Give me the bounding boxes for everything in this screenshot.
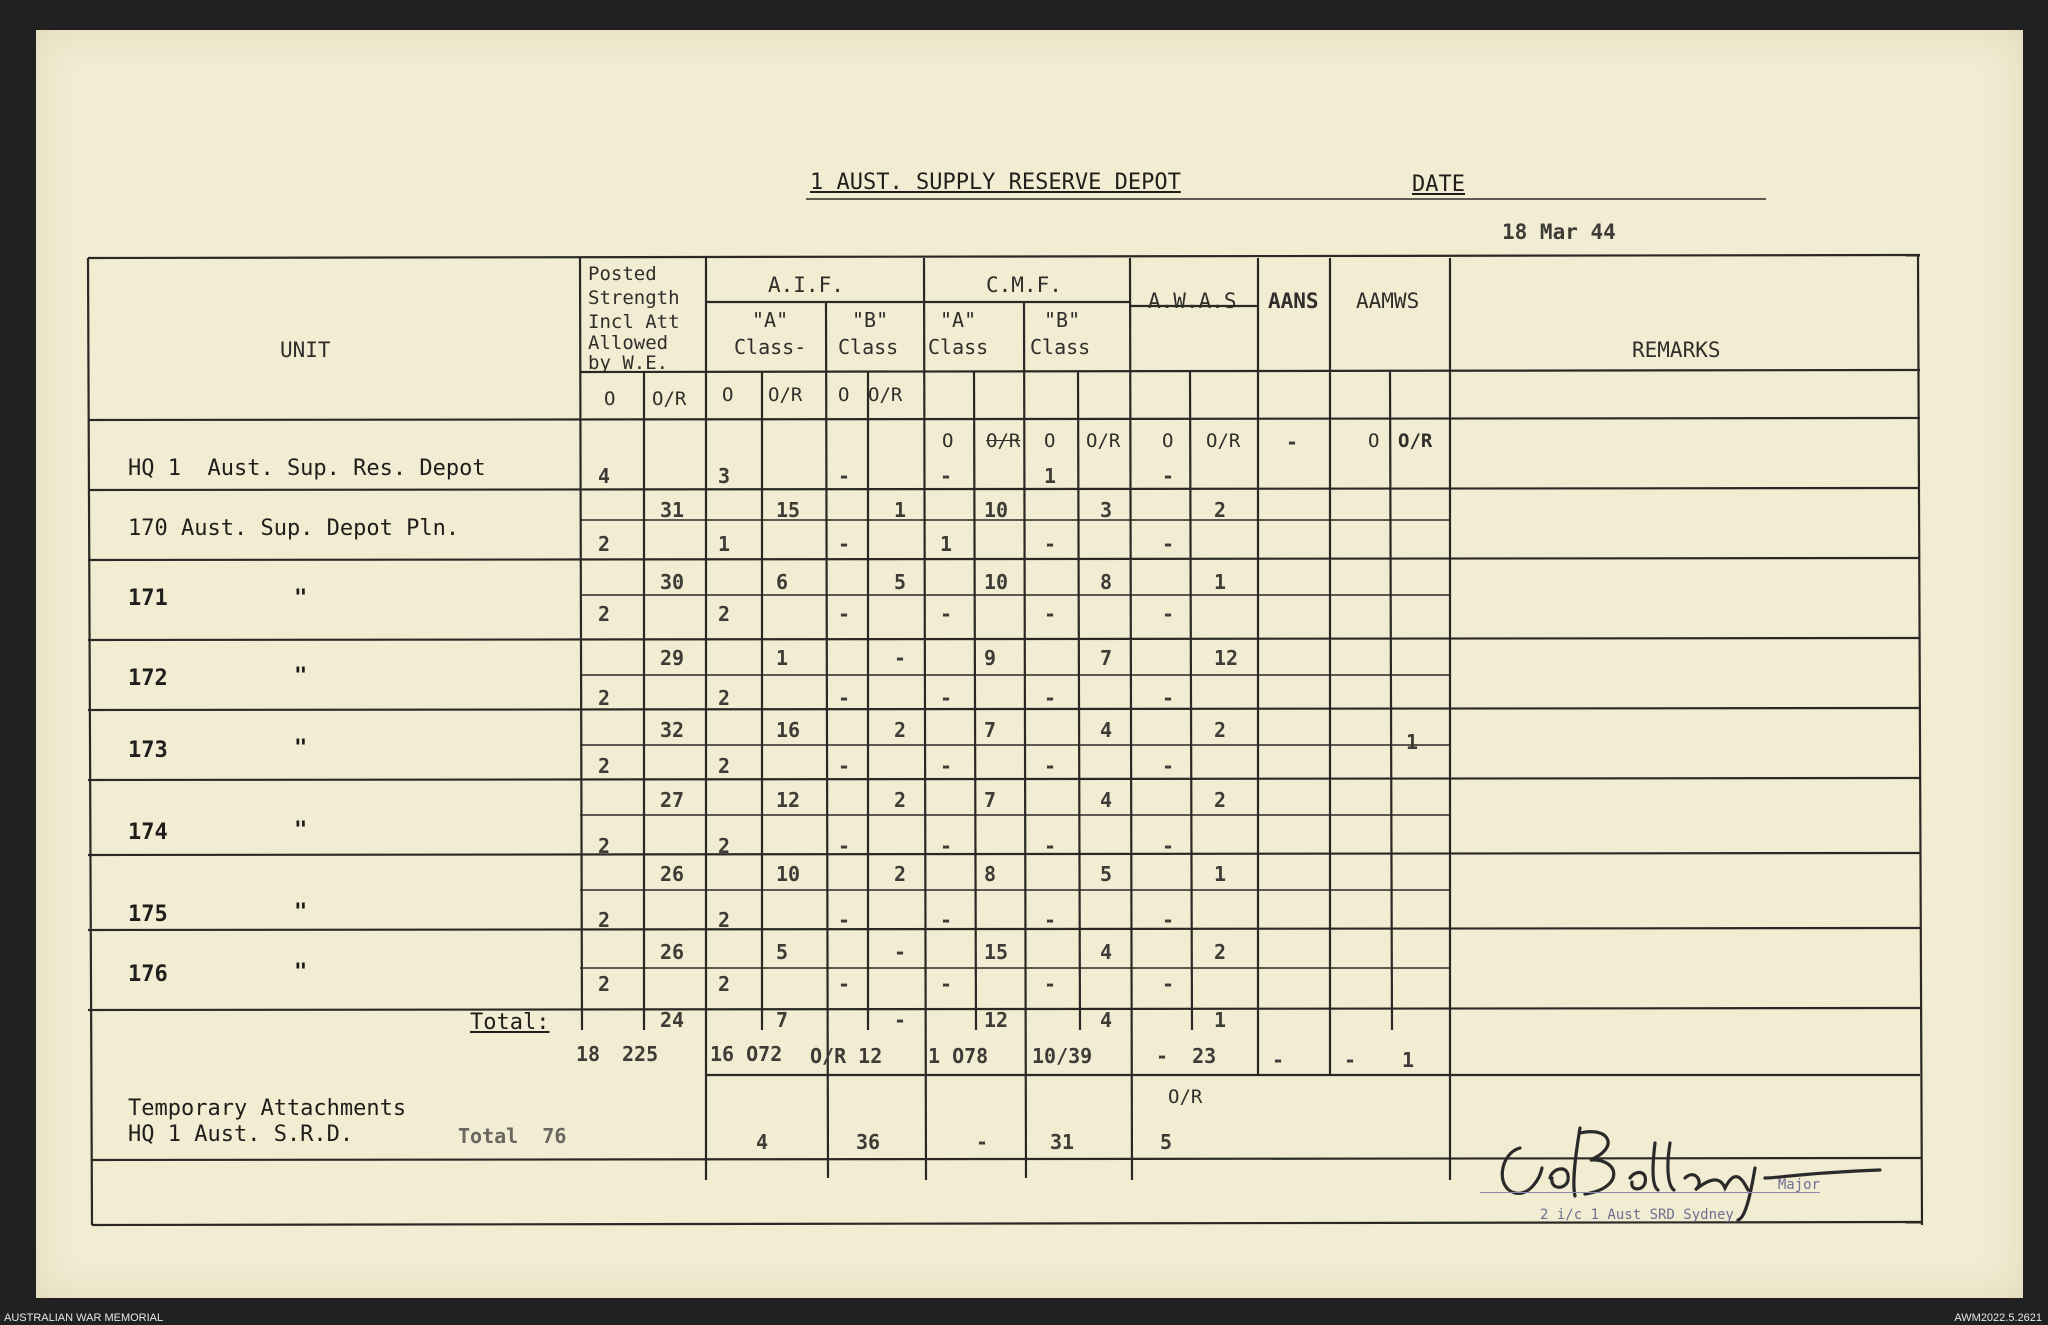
total-aif-a: 16 O72 <box>710 1042 783 1066</box>
cell-o-r3-c5: - <box>1162 686 1175 710</box>
cell-or-r1-c4: 8 <box>1100 570 1113 594</box>
total-aans: - <box>1272 1048 1285 1072</box>
cell-o-r0-c4: 1 <box>1044 464 1057 488</box>
cmf-header: C.M.F. <box>986 273 1062 297</box>
posted-o: O <box>604 388 616 410</box>
cell-o-r7-c3: - <box>940 972 953 996</box>
cell-or-r5-c0: 26 <box>660 862 685 886</box>
cell-or-r6-c5: 2 <box>1214 940 1227 964</box>
cell-or-r4-c2: 2 <box>894 788 907 812</box>
cell-o-r4-c5: - <box>1162 754 1175 778</box>
unit-row-5: 174 <box>128 820 168 845</box>
cell-o-r2-c4: - <box>1044 602 1057 626</box>
cell-or-r5-c5: 1 <box>1214 862 1227 886</box>
cell-or-r2-c5: 12 <box>1214 646 1239 670</box>
cell-o-r7-c4: - <box>1044 972 1057 996</box>
cell-o-r0-c5: - <box>1162 464 1175 488</box>
cell-o-r2-c3: - <box>940 602 953 626</box>
awas-o: O <box>1162 430 1174 452</box>
cell-or-r2-c3: 9 <box>984 646 997 670</box>
cmf-a-header-2: Class <box>928 335 989 359</box>
ditto-row-2: " <box>294 586 308 611</box>
total-posted-o: 18 <box>576 1042 601 1066</box>
unit-header: UNIT <box>280 338 331 362</box>
temporary-line-2: HQ 1 Aust. S.R.D. <box>128 1122 354 1147</box>
cell-o-r0-c3: - <box>940 464 953 488</box>
cmf-a-o: O <box>942 430 954 452</box>
aif-a-header-2: Class- <box>734 335 807 359</box>
cell-or-r5-c4: 5 <box>1100 862 1113 886</box>
cell-o-r1-c3: 1 <box>940 532 953 556</box>
cell-o-r4-c2: - <box>838 754 851 778</box>
cell-or-r2-c0: 29 <box>660 646 685 670</box>
ditto-row-4: " <box>294 736 308 761</box>
remarks-header: REMARKS <box>1632 338 1721 362</box>
date-value: 18 Mar 44 <box>1502 220 1616 244</box>
cell-o-r7-c5: - <box>1162 972 1175 996</box>
cell-or-r1-c1: 6 <box>776 570 789 594</box>
cell-or-r1-c5: 1 <box>1214 570 1227 594</box>
aif-header: A.I.F. <box>768 273 844 297</box>
temporary-awas: 5 <box>1160 1130 1173 1154</box>
total-cmf-a: 1 O78 <box>928 1044 989 1068</box>
temporary-or-label: O/R <box>1168 1086 1203 1108</box>
cell-or-r6-c1: 5 <box>776 940 789 964</box>
cell-or-r0-c2: 1 <box>894 498 907 522</box>
cell-or-r0-c3: 10 <box>984 498 1009 522</box>
total-posted-or: 225 <box>622 1042 659 1066</box>
cmf-b-o: O <box>1044 430 1056 452</box>
cmf-b-header-1: "B" <box>1044 308 1081 332</box>
cell-or-r4-c4: 4 <box>1100 788 1113 812</box>
cell-or-r3-c0: 32 <box>660 718 685 742</box>
cell-o-r4-c0: 2 <box>598 754 611 778</box>
cell-o-r6-c3: - <box>940 908 953 932</box>
temporary-line-1: Temporary Attachments <box>128 1096 407 1121</box>
temporary-aif-a: 4 <box>756 1130 769 1154</box>
aamws-o: O <box>1368 430 1380 452</box>
cell-or-r7-c1: 7 <box>776 1008 789 1032</box>
cell-o-r5-c3: - <box>940 834 953 858</box>
total-cmf-b: 10/39 <box>1032 1044 1093 1068</box>
cell-o-r0-c0: 4 <box>598 464 611 488</box>
footer-left: AUSTRALIAN WAR MEMORIAL <box>4 1312 164 1324</box>
cell-or-r6-c0: 26 <box>660 940 685 964</box>
aif-b-header-1: "B" <box>852 308 889 332</box>
unit-row-2: 171 <box>128 586 168 611</box>
cell-o-r4-c4: - <box>1044 754 1057 778</box>
document-title: 1 AUST. SUPPLY RESERVE DEPOT <box>810 170 1181 195</box>
cell-or-r4-c0: 27 <box>660 788 685 812</box>
cell-or-r5-c2: 2 <box>894 862 907 886</box>
cmf-a-or: O/R <box>986 430 1021 452</box>
cell-o-r5-c0: 2 <box>598 834 611 858</box>
cell-o-r6-c1: 2 <box>718 908 731 932</box>
cell-o-r3-c0: 2 <box>598 686 611 710</box>
temporary-cmf-b: 31 <box>1050 1130 1075 1154</box>
ditto-row-7: " <box>294 960 308 985</box>
cell-o-r1-c0: 2 <box>598 532 611 556</box>
cell-or-r0-c4: 3 <box>1100 498 1113 522</box>
aif-a-or: O/R <box>768 384 803 406</box>
cell-o-r7-c1: 2 <box>718 972 731 996</box>
cell-o-r6-c2: - <box>838 908 851 932</box>
cell-o-r7-c0: 2 <box>598 972 611 996</box>
cell-or-r1-c2: 5 <box>894 570 907 594</box>
cell-or-r3-c4: 4 <box>1100 718 1113 742</box>
cell-or-r7-c0: 24 <box>660 1008 685 1032</box>
cell-or-r6-c4: 4 <box>1100 940 1113 964</box>
aif-b-or: O/R <box>868 384 903 406</box>
aif-b-header-2: Class <box>838 335 899 359</box>
cell-o-r1-c5: - <box>1162 532 1175 556</box>
cell-o-r4-c1: 2 <box>718 754 731 778</box>
posted-header-3: Incl Att <box>588 311 680 333</box>
cell-o-r6-c4: - <box>1044 908 1057 932</box>
cell-o-r0-c2: - <box>838 464 851 488</box>
cmf-b-header-2: Class <box>1030 335 1091 359</box>
cell-o-r5-c2: - <box>838 834 851 858</box>
cell-or-r3-c5: 2 <box>1214 718 1227 742</box>
cell-or-r2-c2: - <box>894 646 907 670</box>
cell-o-r6-c5: - <box>1162 908 1175 932</box>
unit-row-6: 175 <box>128 902 168 927</box>
cell-or-r2-c4: 7 <box>1100 646 1113 670</box>
total-aamws-or: 1 <box>1402 1048 1415 1072</box>
cell-or-r0-c0: 31 <box>660 498 685 522</box>
posted-header-1: Posted <box>588 263 657 285</box>
temporary-aif-b: 36 <box>856 1130 881 1154</box>
aamws-or: O/R <box>1398 430 1433 452</box>
aif-a-header-1: "A" <box>752 308 789 332</box>
cell-o-r3-c4: - <box>1044 686 1057 710</box>
unit-row-4: 173 <box>128 738 168 763</box>
cell-or-r6-c2: - <box>894 940 907 964</box>
cell-or-r5-c1: 10 <box>776 862 801 886</box>
aif-b-o: O <box>838 384 850 406</box>
cell-o-r3-c2: - <box>838 686 851 710</box>
cell-or-r6-c3: 15 <box>984 940 1009 964</box>
total-aif-b: O/R 12 <box>810 1044 883 1068</box>
aamws-header: AAMWS <box>1356 289 1420 313</box>
stamp-rank: Major <box>1480 1178 1820 1193</box>
footer-right: AWM2022.5.2621 <box>1954 1312 2042 1324</box>
posted-or: O/R <box>652 388 687 410</box>
unit-row-7: 176 <box>128 962 168 987</box>
aans-header: AANS <box>1268 289 1319 313</box>
temporary-cmf-a: - <box>976 1130 989 1154</box>
cell-or-r2-c1: 1 <box>776 646 789 670</box>
cell-or-r7-c4: 4 <box>1100 1008 1113 1032</box>
cell-or-r4-c1: 12 <box>776 788 801 812</box>
cell-o-r5-c1: 2 <box>718 834 731 858</box>
temporary-total: Total 76 <box>458 1124 567 1148</box>
unit-row-1: 170 Aust. Sup. Depot Pln. <box>128 516 460 541</box>
cell-or-r4-c5: 2 <box>1214 788 1227 812</box>
cell-o-r1-c2: - <box>838 532 851 556</box>
cell-o-r2-c2: - <box>838 602 851 626</box>
aif-a-o: O <box>722 384 734 406</box>
cell-o-r4-c3: - <box>940 754 953 778</box>
cmf-a-header-1: "A" <box>940 308 977 332</box>
cell-o-r6-c0: 2 <box>598 908 611 932</box>
cell-or-r7-c5: 1 <box>1214 1008 1227 1032</box>
cell-o-r7-c2: - <box>838 972 851 996</box>
total-awas: - 23 <box>1156 1044 1217 1068</box>
ditto-row-6: " <box>294 900 308 925</box>
date-label: DATE <box>1412 172 1465 197</box>
cmf-b-or: O/R <box>1086 430 1121 452</box>
posted-header-2: Strength <box>588 287 680 309</box>
unit-row-3: 172 <box>128 666 168 691</box>
total-label: Total: <box>470 1010 550 1035</box>
cell-o-r3-c1: 2 <box>718 686 731 710</box>
cell-o-r1-c1: 1 <box>718 532 731 556</box>
cell-o-r5-c5: - <box>1162 834 1175 858</box>
cell-o-r2-c5: - <box>1162 602 1175 626</box>
cell-or-r0-c5: 2 <box>1214 498 1227 522</box>
awas-or: O/R <box>1206 430 1241 452</box>
cell-o-r3-c3: - <box>940 686 953 710</box>
awas-header: A.W.A.S <box>1148 289 1237 313</box>
ditto-row-5: " <box>294 818 308 843</box>
stamp-line: 2 i/c 1 Aust SRD Sydney <box>1540 1207 1734 1223</box>
unit-row-0: HQ 1 Aust. Sup. Res. Depot <box>128 456 486 481</box>
ditto-row-3: " <box>294 664 308 689</box>
cell-o-r2-c0: 2 <box>598 602 611 626</box>
aans-dash: - <box>1286 430 1299 454</box>
cell-or-r1-c0: 30 <box>660 570 685 594</box>
aamws-173-value: 1 <box>1406 730 1419 754</box>
total-aamws-o: - <box>1344 1048 1357 1072</box>
cell-or-r3-c1: 16 <box>776 718 801 742</box>
posted-header-5: by W.E. <box>588 352 669 374</box>
cell-o-r0-c1: 3 <box>718 464 731 488</box>
posted-header-4: Allowed <box>588 332 669 354</box>
cell-or-r3-c2: 2 <box>894 718 907 742</box>
cell-o-r5-c4: - <box>1044 834 1057 858</box>
cell-o-r2-c1: 2 <box>718 602 731 626</box>
cell-or-r0-c1: 15 <box>776 498 801 522</box>
cell-or-r4-c3: 7 <box>984 788 997 812</box>
cell-or-r1-c3: 10 <box>984 570 1009 594</box>
cell-or-r5-c3: 8 <box>984 862 997 886</box>
cell-o-r1-c4: - <box>1044 532 1057 556</box>
cell-or-r7-c3: 12 <box>984 1008 1009 1032</box>
cell-or-r3-c3: 7 <box>984 718 997 742</box>
cell-or-r7-c2: - <box>894 1008 907 1032</box>
